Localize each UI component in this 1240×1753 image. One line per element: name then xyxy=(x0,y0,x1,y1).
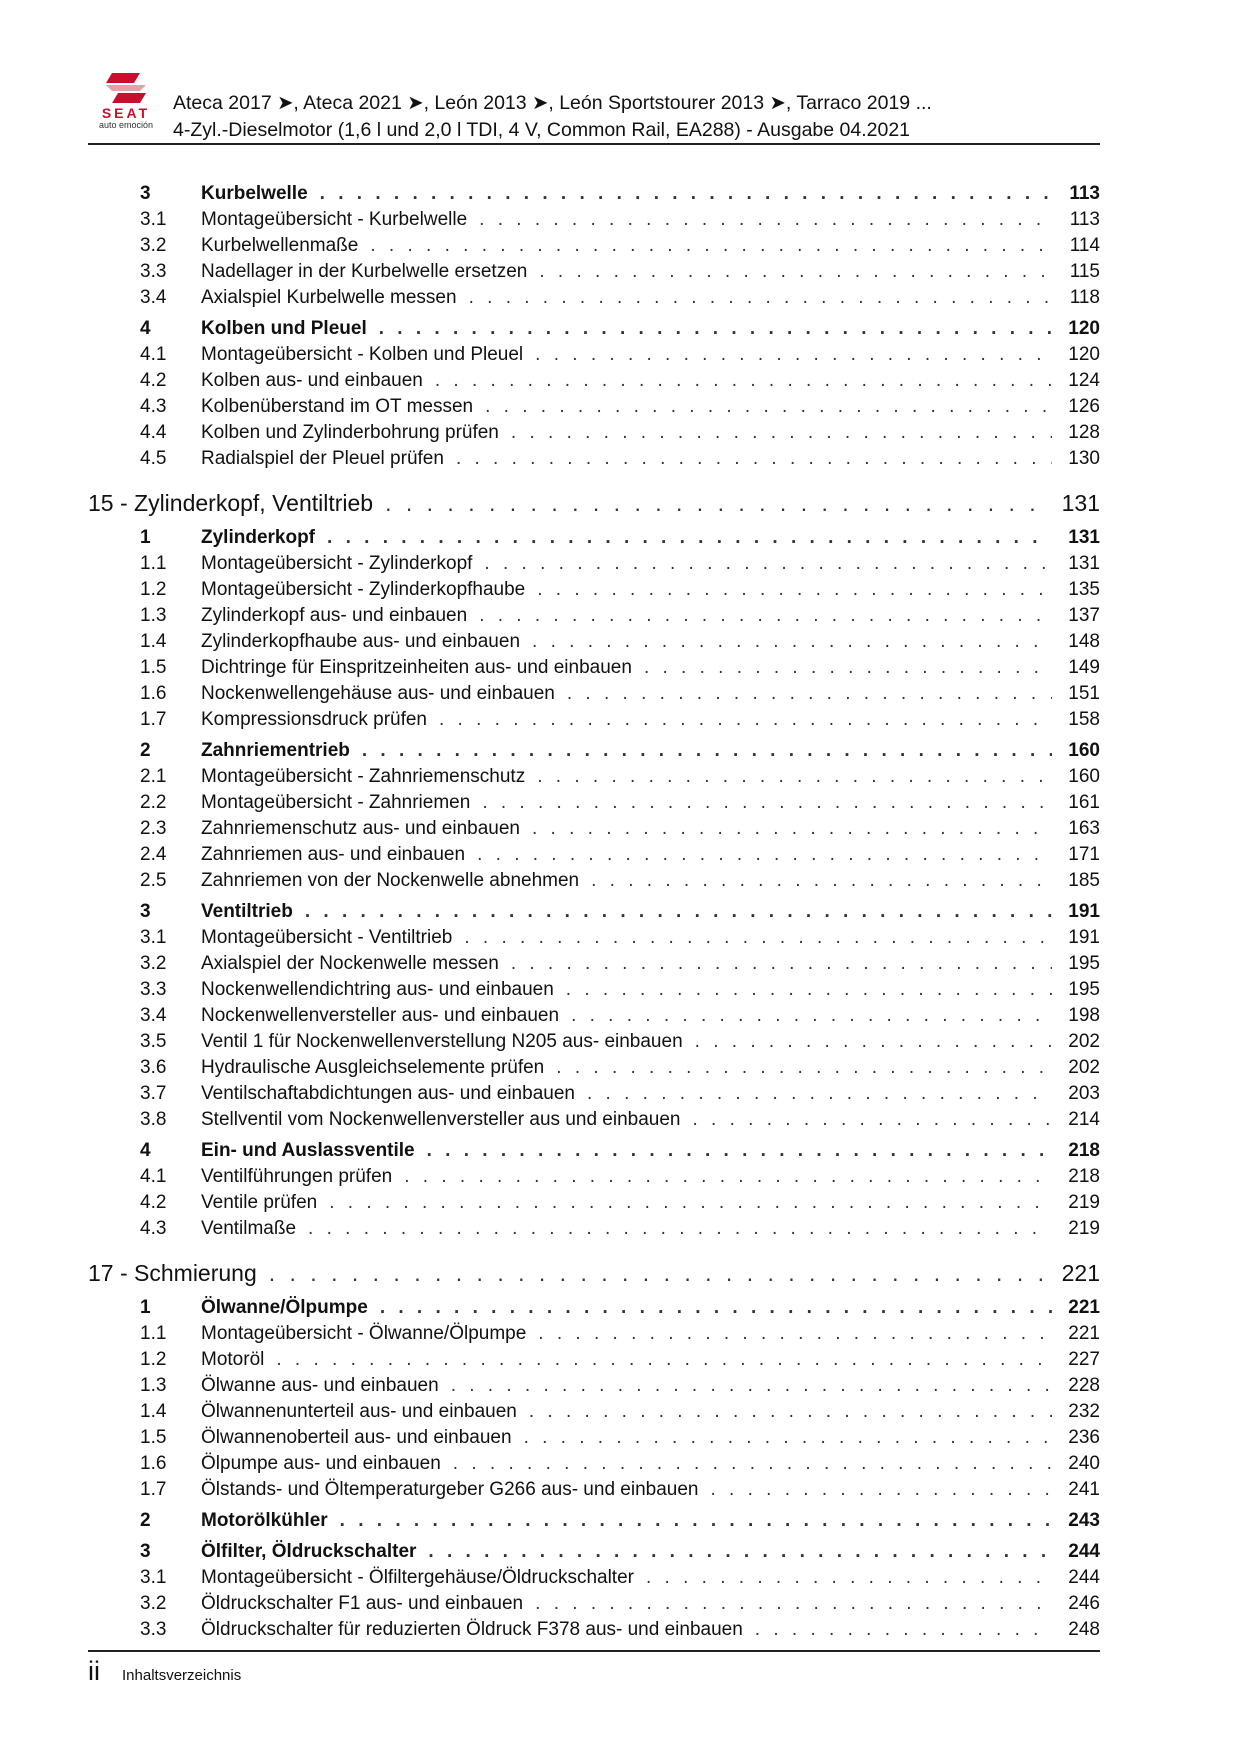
dot-leader xyxy=(269,1260,1050,1287)
toc-number: 1.3 xyxy=(140,1375,167,1396)
toc-title: Montageübersicht - Ventiltrieb xyxy=(201,927,453,948)
toc-number: 3 xyxy=(140,183,151,204)
toc-title: Zahnriemen von der Nockenwelle abnehmen xyxy=(201,870,580,891)
toc-title: Ölwannenunterteil aus- und einbauen xyxy=(201,1401,517,1422)
toc-page-number: 195 xyxy=(1068,979,1100,1000)
toc-page-number: 228 xyxy=(1068,1375,1100,1396)
toc-page-number: 191 xyxy=(1068,927,1100,948)
toc-title: Montageübersicht - Kolben und Pleuel xyxy=(201,344,524,365)
toc-subsection[interactable] xyxy=(88,1083,1100,1109)
toc-subsection[interactable] xyxy=(88,709,1100,735)
toc-page-number: 241 xyxy=(1068,1479,1100,1500)
toc-title: Ventil 1 für Nockenwellenverstellung N205 aus- einbauen xyxy=(201,1031,683,1052)
toc-title: Dichtringe für Einspritzeinheiten aus- und einbauen xyxy=(201,657,632,678)
dot-leader xyxy=(566,979,1052,1001)
toc-number: 1.5 xyxy=(140,1427,167,1448)
toc-title: Montageübersicht - Ölfiltergehäuse/Öldruckschalter xyxy=(201,1567,634,1588)
toc-page-number: 171 xyxy=(1068,844,1100,865)
toc-page-number: 246 xyxy=(1068,1593,1100,1614)
toc-subsection[interactable] xyxy=(88,235,1100,261)
dot-leader xyxy=(755,1619,1052,1641)
dot-leader xyxy=(537,579,1052,601)
toc-number: 2 xyxy=(140,740,151,761)
dot-leader xyxy=(380,1297,1052,1319)
toc-subsection[interactable] xyxy=(88,792,1100,818)
toc-number: 3.5 xyxy=(140,1031,167,1052)
toc-title: Ventiltrieb xyxy=(201,901,293,922)
toc-page-number: 191 xyxy=(1068,901,1100,922)
toc-subsection[interactable] xyxy=(88,683,1100,709)
toc-subsection[interactable] xyxy=(88,261,1100,287)
toc-subsection[interactable] xyxy=(88,1166,1100,1192)
toc-subsection[interactable] xyxy=(88,766,1100,792)
dot-leader xyxy=(567,683,1052,705)
toc-number: 3.2 xyxy=(140,1593,167,1614)
toc-number: 3.7 xyxy=(140,1083,167,1104)
toc-page-number: 130 xyxy=(1068,448,1100,469)
toc-number: 1 xyxy=(140,1297,151,1318)
seat-emblem-icon xyxy=(90,70,162,104)
toc-page-number: 232 xyxy=(1068,1401,1100,1422)
toc-number: 3.2 xyxy=(140,953,167,974)
toc-subsection[interactable] xyxy=(88,631,1100,657)
dot-leader xyxy=(464,927,1052,949)
dot-leader xyxy=(427,1140,1052,1162)
footer-label: Inhaltsverzeichnis xyxy=(122,1667,242,1684)
toc-page-number: 185 xyxy=(1068,870,1100,891)
toc-title: Montageübersicht - Zahnriemenschutz xyxy=(201,766,526,787)
toc-title: Kolben und Pleuel xyxy=(201,318,367,339)
dot-leader xyxy=(587,1083,1052,1105)
toc-title: Ölfilter, Öldruckschalter xyxy=(201,1541,417,1562)
toc-number: 1 xyxy=(140,527,151,548)
toc-number: 1.6 xyxy=(140,683,167,704)
toc-subsection[interactable] xyxy=(88,209,1100,235)
toc-title: Montageübersicht - Zylinderkopfhaube xyxy=(201,579,526,600)
dot-leader xyxy=(469,287,1052,309)
toc-page-number: 113 xyxy=(1069,209,1100,230)
dot-leader xyxy=(537,766,1052,788)
toc-chapter[interactable] xyxy=(88,1254,1100,1292)
toc-page-number: 219 xyxy=(1068,1192,1100,1213)
dot-leader xyxy=(644,657,1052,679)
dot-leader xyxy=(710,1479,1052,1501)
toc-title: Ventile prüfen xyxy=(201,1192,318,1213)
dot-leader xyxy=(329,1192,1052,1214)
dot-leader xyxy=(370,235,1052,257)
toc-title: Nockenwellenversteller aus- und einbauen xyxy=(201,1005,560,1026)
toc-number: 3.3 xyxy=(140,979,167,1000)
toc-subsection[interactable] xyxy=(88,979,1100,1005)
dot-leader xyxy=(511,422,1052,444)
toc-title: Ölwannenoberteil aus- und einbauen xyxy=(201,1427,512,1448)
toc-subsection[interactable] xyxy=(88,927,1100,953)
toc-page-number: 244 xyxy=(1068,1567,1100,1588)
toc-number: 1.4 xyxy=(140,1401,167,1422)
toc-title: Ölwanne/Ölpumpe xyxy=(201,1297,368,1318)
toc-page-number: 218 xyxy=(1068,1166,1100,1187)
toc-title: Nockenwellengehäuse aus- und einbauen xyxy=(201,683,555,704)
toc-title: Montageübersicht - Zylinderkopf xyxy=(201,553,473,574)
toc-number: 2.4 xyxy=(140,844,167,865)
toc-title: Zylinderkopf xyxy=(201,527,316,548)
toc-subsection[interactable] xyxy=(88,1109,1100,1135)
toc-page-number: 158 xyxy=(1068,709,1100,730)
toc-title: Montageübersicht - Ölwanne/Ölpumpe xyxy=(201,1323,527,1344)
toc-subsection[interactable] xyxy=(88,370,1100,396)
dot-leader xyxy=(532,631,1052,653)
toc-title: Montageübersicht - Kurbelwelle xyxy=(201,209,468,230)
header-engine: 4-Zyl.-Dieselmotor (1,6 l und 2,0 l TDI, 4 V, Common Rail, EA288) - Ausgabe 04.2021 xyxy=(173,119,911,141)
toc-subsection[interactable] xyxy=(88,1567,1100,1593)
toc-subsection[interactable] xyxy=(88,1218,1100,1244)
header-models: Ateca 2017 ➤, Ateca 2021 ➤, León 2013 ➤, León Sportstourer 2013 ➤, Tarraco 2019 ... xyxy=(173,92,932,114)
toc-title: 17 - Schmierung xyxy=(88,1259,257,1286)
dot-leader xyxy=(529,1401,1052,1423)
dot-leader xyxy=(693,1109,1053,1131)
toc-title: Öldruckschalter F1 aus- und einbauen xyxy=(201,1593,524,1614)
toc-subsection[interactable] xyxy=(88,870,1100,896)
toc-title: Zylinderkopfhaube aus- und einbauen xyxy=(201,631,521,652)
toc-title: Ölstands- und Öltemperaturgeber G266 aus- und einbauen xyxy=(201,1479,699,1500)
toc-number: 3 xyxy=(140,901,151,922)
dot-leader xyxy=(571,1005,1052,1027)
dot-leader xyxy=(535,344,1052,366)
header-divider xyxy=(88,143,1100,145)
toc-number: 1.5 xyxy=(140,657,167,678)
toc-title: Kolben und Zylinderbohrung prüfen xyxy=(201,422,499,443)
toc-page-number: 203 xyxy=(1068,1083,1100,1104)
toc-section[interactable] xyxy=(88,1510,1100,1536)
toc-page-number: 124 xyxy=(1068,370,1100,391)
toc-section[interactable] xyxy=(88,901,1100,927)
toc-page-number: 221 xyxy=(1068,1323,1100,1344)
toc-number: 1.3 xyxy=(140,605,167,626)
toc-subsection[interactable] xyxy=(88,553,1100,579)
toc-title: Kolben aus- und einbauen xyxy=(201,370,423,391)
toc-title: Öldruckschalter für reduzierten Öldruck F378 aus- und einbauen xyxy=(201,1619,743,1640)
toc-subsection[interactable] xyxy=(88,1349,1100,1375)
toc-page-number: 202 xyxy=(1068,1031,1100,1052)
toc-number: 4.2 xyxy=(140,370,167,391)
toc-title: Axialspiel Kurbelwelle messen xyxy=(201,287,457,308)
toc-section[interactable] xyxy=(88,318,1100,344)
toc-page-number: 149 xyxy=(1068,657,1100,678)
dot-leader xyxy=(305,901,1052,923)
toc-page-number: 151 xyxy=(1068,683,1100,704)
toc-title: Ein- und Auslassventile xyxy=(201,1140,415,1161)
toc-page-number: 219 xyxy=(1068,1218,1100,1239)
toc-page-number: 221 xyxy=(1061,1259,1100,1286)
toc-page-number: 244 xyxy=(1068,1541,1100,1562)
toc-number: 3.3 xyxy=(140,1619,167,1640)
toc-page-number: 113 xyxy=(1069,183,1100,204)
toc-subsection[interactable] xyxy=(88,1031,1100,1057)
table-of-contents xyxy=(88,178,1100,1645)
footer-divider xyxy=(88,1650,1100,1652)
toc-number: 4 xyxy=(140,1140,151,1161)
toc-title: Ventilführungen prüfen xyxy=(201,1166,393,1187)
toc-title: Radialspiel der Pleuel prüfen xyxy=(201,448,444,469)
toc-section[interactable] xyxy=(88,527,1100,553)
brand-slogan: auto emoción xyxy=(98,120,154,130)
dot-leader xyxy=(535,1593,1052,1615)
toc-subsection[interactable] xyxy=(88,344,1100,370)
toc-title: Nadellager in der Kurbelwelle ersetzen xyxy=(201,261,528,282)
toc-title: Ventilschaftabdichtungen aus- und einbauen xyxy=(201,1083,575,1104)
toc-title: Kolbenüberstand im OT messen xyxy=(201,396,474,417)
toc-number: 4.4 xyxy=(140,422,167,443)
toc-number: 3.1 xyxy=(140,209,167,230)
dot-leader xyxy=(439,709,1052,731)
toc-subsection[interactable] xyxy=(88,1401,1100,1427)
toc-subsection[interactable] xyxy=(88,657,1100,683)
dot-leader xyxy=(477,844,1052,866)
toc-number: 1.6 xyxy=(140,1453,167,1474)
toc-title: Ölwanne aus- und einbauen xyxy=(201,1375,439,1396)
toc-subsection[interactable] xyxy=(88,1323,1100,1349)
toc-title: Zylinderkopf aus- und einbauen xyxy=(201,605,468,626)
toc-page-number: 227 xyxy=(1068,1349,1100,1370)
dot-leader xyxy=(453,1453,1052,1475)
toc-subsection[interactable] xyxy=(88,818,1100,844)
toc-page-number: 160 xyxy=(1068,766,1100,787)
toc-subsection[interactable] xyxy=(88,844,1100,870)
toc-subsection[interactable] xyxy=(88,1192,1100,1218)
toc-number: 1.4 xyxy=(140,631,167,652)
toc-number: 3.2 xyxy=(140,235,167,256)
toc-title: Motoröl xyxy=(201,1349,265,1370)
toc-page-number: 128 xyxy=(1068,422,1100,443)
toc-number: 1.7 xyxy=(140,1479,167,1500)
toc-title: Kurbelwelle xyxy=(201,183,308,204)
toc-number: 1.2 xyxy=(140,1349,167,1370)
toc-section[interactable] xyxy=(88,740,1100,766)
toc-number: 1.7 xyxy=(140,709,167,730)
dot-leader xyxy=(362,740,1052,762)
toc-number: 3 xyxy=(140,1541,151,1562)
toc-title: Kompressionsdruck prüfen xyxy=(201,709,427,730)
seat-logo xyxy=(90,70,162,128)
toc-page-number: 131 xyxy=(1068,553,1100,574)
toc-subsection[interactable] xyxy=(88,1453,1100,1479)
dot-leader xyxy=(482,792,1052,814)
toc-title: Motorölkühler xyxy=(201,1510,328,1531)
document-header xyxy=(173,90,932,144)
toc-number: 3.8 xyxy=(140,1109,167,1130)
dot-leader xyxy=(532,818,1052,840)
toc-number: 4.3 xyxy=(140,1218,167,1239)
toc-section[interactable] xyxy=(88,1541,1100,1567)
toc-number: 3.6 xyxy=(140,1057,167,1078)
dot-leader xyxy=(556,1057,1052,1079)
toc-number: 2.2 xyxy=(140,792,167,813)
toc-subsection[interactable] xyxy=(88,1479,1100,1505)
toc-subsection[interactable] xyxy=(88,422,1100,448)
dot-leader xyxy=(484,553,1052,575)
toc-section[interactable] xyxy=(88,183,1100,209)
toc-section[interactable] xyxy=(88,1297,1100,1323)
dot-leader xyxy=(646,1567,1052,1589)
toc-number: 2.1 xyxy=(140,766,167,787)
toc-number: 1.2 xyxy=(140,579,167,600)
toc-number: 4.1 xyxy=(140,1166,167,1187)
toc-page-number: 135 xyxy=(1068,579,1100,600)
dot-leader xyxy=(276,1349,1052,1371)
dot-leader xyxy=(385,490,1050,517)
toc-page-number: 214 xyxy=(1068,1109,1100,1130)
toc-title: Nockenwellendichtring aus- und einbauen xyxy=(201,979,554,1000)
toc-number: 3.1 xyxy=(140,927,167,948)
toc-page-number: 202 xyxy=(1068,1057,1100,1078)
toc-page-number: 218 xyxy=(1068,1140,1100,1161)
toc-subsection[interactable] xyxy=(88,1375,1100,1401)
toc-subsection[interactable] xyxy=(88,953,1100,979)
dot-leader xyxy=(404,1166,1052,1188)
dot-leader xyxy=(479,605,1052,627)
toc-section[interactable] xyxy=(88,1140,1100,1166)
toc-number: 2.3 xyxy=(140,818,167,839)
toc-page-number: 131 xyxy=(1068,527,1100,548)
toc-page-number: 137 xyxy=(1068,605,1100,626)
dot-leader xyxy=(538,1323,1052,1345)
toc-number: 3.4 xyxy=(140,287,167,308)
toc-number: 4 xyxy=(140,318,151,339)
toc-title: 15 - Zylinderkopf, Ventiltrieb xyxy=(88,489,374,516)
toc-page-number: 198 xyxy=(1068,1005,1100,1026)
dot-leader xyxy=(320,183,1052,205)
toc-number: 4.2 xyxy=(140,1192,167,1213)
toc-page-number: 240 xyxy=(1068,1453,1100,1474)
toc-subsection[interactable] xyxy=(88,396,1100,422)
toc-page-number: 131 xyxy=(1061,489,1100,516)
toc-page-number: 115 xyxy=(1069,261,1100,282)
dot-leader xyxy=(485,396,1052,418)
dot-leader xyxy=(511,953,1052,975)
toc-title: Stellventil vom Nockenwellenversteller aus und einbauen xyxy=(201,1109,681,1130)
toc-number: 1.1 xyxy=(140,553,167,574)
toc-number: 3.1 xyxy=(140,1567,167,1588)
toc-page-number: 195 xyxy=(1068,953,1100,974)
toc-page-number: 120 xyxy=(1068,318,1100,339)
dot-leader xyxy=(591,870,1052,892)
toc-page-number: 118 xyxy=(1069,287,1100,308)
dot-leader xyxy=(479,209,1052,231)
dot-leader xyxy=(308,1218,1052,1240)
toc-chapter[interactable] xyxy=(88,484,1100,522)
dot-leader xyxy=(379,318,1052,340)
toc-page-number: 160 xyxy=(1068,740,1100,761)
dot-leader xyxy=(451,1375,1052,1397)
toc-subsection[interactable] xyxy=(88,287,1100,313)
toc-title: Hydraulische Ausgleichselemente prüfen xyxy=(201,1057,545,1078)
page-number: ii xyxy=(88,1656,100,1686)
toc-page-number: 148 xyxy=(1068,631,1100,652)
toc-number: 3.3 xyxy=(140,261,167,282)
dot-leader xyxy=(340,1510,1052,1532)
dot-leader xyxy=(539,261,1052,283)
toc-number: 2.5 xyxy=(140,870,167,891)
toc-page-number: 161 xyxy=(1068,792,1100,813)
toc-page-number: 243 xyxy=(1068,1510,1100,1531)
brand-name: SEAT xyxy=(101,105,151,121)
toc-page-number: 163 xyxy=(1068,818,1100,839)
toc-title: Montageübersicht - Zahnriemen xyxy=(201,792,471,813)
toc-title: Zahnriemenschutz aus- und einbauen xyxy=(201,818,520,839)
toc-subsection[interactable] xyxy=(88,1427,1100,1453)
toc-subsection[interactable] xyxy=(88,1005,1100,1031)
toc-title: Zahnriementrieb xyxy=(201,740,350,761)
toc-subsection[interactable] xyxy=(88,605,1100,631)
dot-leader xyxy=(435,370,1052,392)
toc-title: Kurbelwellenmaße xyxy=(201,235,359,256)
toc-number: 4.3 xyxy=(140,396,167,417)
toc-subsection[interactable] xyxy=(88,1619,1100,1645)
toc-subsection[interactable] xyxy=(88,1057,1100,1083)
toc-title: Ölpumpe aus- und einbauen xyxy=(201,1453,441,1474)
dot-leader xyxy=(327,527,1052,549)
toc-page-number: 126 xyxy=(1068,396,1100,417)
dot-leader xyxy=(456,448,1052,470)
toc-number: 4.5 xyxy=(140,448,167,469)
toc-title: Ventilmaße xyxy=(201,1218,297,1239)
toc-number: 3.4 xyxy=(140,1005,167,1026)
toc-title: Zahnriemen aus- und einbauen xyxy=(201,844,466,865)
toc-page-number: 114 xyxy=(1069,235,1100,256)
dot-leader xyxy=(524,1427,1052,1449)
toc-page-number: 221 xyxy=(1068,1297,1100,1318)
toc-page-number: 236 xyxy=(1068,1427,1100,1448)
toc-subsection[interactable] xyxy=(88,579,1100,605)
toc-page-number: 248 xyxy=(1068,1619,1100,1640)
toc-subsection[interactable] xyxy=(88,448,1100,474)
dot-leader xyxy=(695,1031,1052,1053)
toc-number: 1.1 xyxy=(140,1323,167,1344)
toc-title: Axialspiel der Nockenwelle messen xyxy=(201,953,499,974)
toc-page-number: 120 xyxy=(1068,344,1100,365)
toc-number: 2 xyxy=(140,1510,151,1531)
toc-subsection[interactable] xyxy=(88,1593,1100,1619)
toc-number: 4.1 xyxy=(140,344,167,365)
dot-leader xyxy=(428,1541,1052,1563)
